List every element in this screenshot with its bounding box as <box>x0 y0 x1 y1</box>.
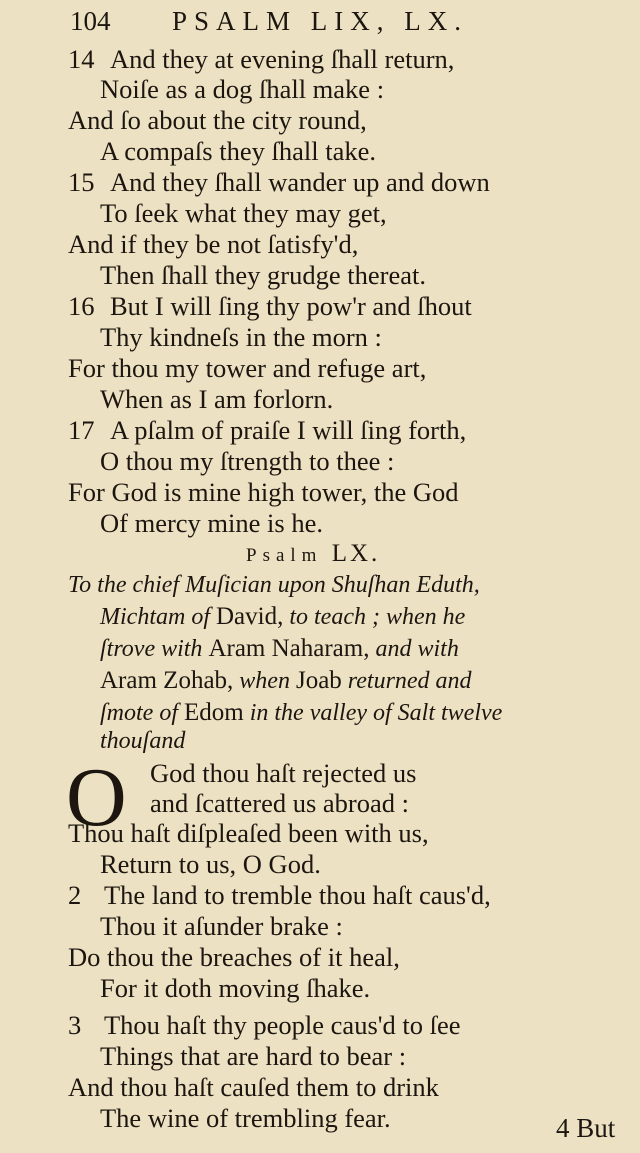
verse-line: 17 A pſalm of praiſe I will ſing forth, <box>68 415 467 445</box>
verse-line: O thou my ſtrength to thee : <box>100 446 395 476</box>
superscription-line: ſtrove with Aram Naharam, and with <box>100 635 459 662</box>
verse-line: And if they be not ſatisfy'd, <box>68 229 359 259</box>
superscription-line: Aram Zohab, when Joab returned and <box>100 667 472 694</box>
verse-line: Thou haſt diſpleaſed been with us, <box>68 818 429 848</box>
verse-line: Do thou the breaches of it heal, <box>68 942 400 972</box>
psalm-heading: Psalm LX. <box>246 540 381 567</box>
verse-line: and ſcattered us abroad : <box>150 788 409 818</box>
verse-line: The wine of trembling fear. <box>100 1103 391 1133</box>
verse-line: For thou my tower and refuge art, <box>68 353 427 383</box>
superscription-line: thouſand <box>100 728 186 754</box>
drop-cap: O <box>66 751 127 844</box>
page-header <box>70 6 540 40</box>
verse-line: 15 And they ſhall wander up and down <box>68 167 490 197</box>
verse-line: To ſeek what they may get, <box>100 198 387 228</box>
verse-line: Return to us, O God. <box>100 849 321 879</box>
verse-line: God thou haſt rejected us <box>150 758 417 788</box>
verse-line: Then ſhall they grudge thereat. <box>100 260 426 290</box>
page-number: 104 <box>70 6 111 36</box>
verse-line: Of mercy mine is he. <box>100 508 323 538</box>
verse-line: Things that are hard to bear : <box>100 1041 407 1071</box>
verse-line: And thou haſt cauſed them to drink <box>68 1072 439 1102</box>
superscription-line: To the chief Muſician upon Shuſhan Eduth, <box>68 572 480 598</box>
catchword: 4 But <box>556 1113 616 1143</box>
verse-line: And ſo about the city round, <box>68 105 367 135</box>
verse-line: Thy kindneſs in the morn : <box>100 322 382 352</box>
verse-line: 14 And they at evening ſhall return, <box>68 44 455 74</box>
verse-line: For God is mine high tower, the God <box>68 477 459 507</box>
verse-line: Noiſe as a dog ſhall make : <box>100 74 385 104</box>
superscription-line: Michtam of David, to teach ; when he <box>100 603 466 630</box>
verse-line: 3 Thou haſt thy people caus'd to ſee <box>68 1010 461 1040</box>
verse-line: 16 But I will ſing thy pow'r and ſhout <box>68 291 472 321</box>
verse-line: For it doth moving ſhake. <box>100 973 371 1003</box>
verse-line: 2 The land to tremble thou haſt caus'd, <box>68 880 491 910</box>
verse-line: Thou it aſunder brake : <box>100 911 343 941</box>
verse-line: When as I am forlorn. <box>100 384 334 414</box>
superscription-line: ſmote of Edom in the valley of Salt twelve <box>100 699 503 726</box>
verse-line: A compaſs they ſhall take. <box>100 136 376 166</box>
running-title: PSALM LIX, LX. <box>172 6 469 36</box>
